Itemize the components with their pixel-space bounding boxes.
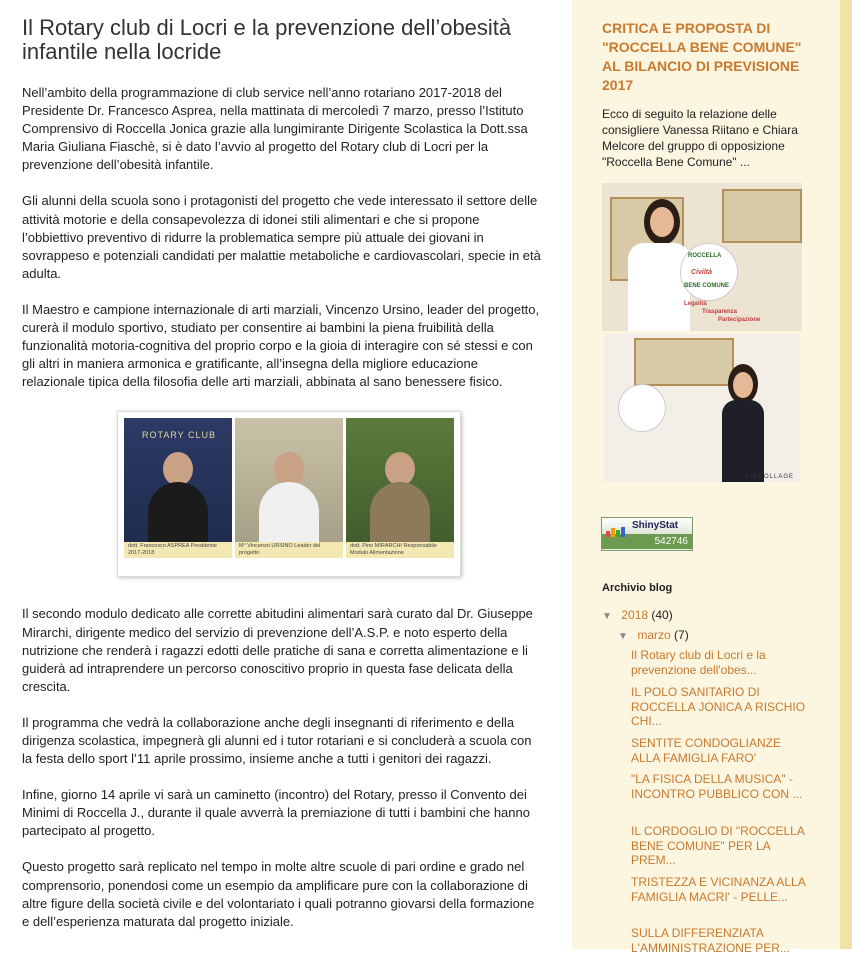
archive-post-link[interactable]: IL POLO SANITARIO DI ROCCELLA JONICA A RISCHIO CHI... bbox=[631, 685, 806, 728]
archive-post-link[interactable]: "LA FISICA DELLA MUSICA" - INCONTRO PUBBLICO CON ... bbox=[631, 772, 803, 801]
post-paragraph: Il secondo modulo dedicato alle corrette abitudini alimentari sarà curato dal Dr. Giuseppe Mirarchi, dirigente medico del servizio di prevenzione dell’A.S.P. e noto esperto della nutrizione che renderà i ragazzi edotti delle pratiche di sana e corretta alimentazione e li guiderà ad intraprendere un percorso conoscitivo proprio in questa fase delicata della crescita. bbox=[22, 606, 533, 694]
visitor-counter[interactable] bbox=[601, 517, 693, 551]
year-link[interactable]: 2018 bbox=[621, 608, 649, 622]
featured-photo-2[interactable] bbox=[604, 334, 800, 482]
month-count: (7) bbox=[674, 628, 689, 642]
post-paragraph: Gli alunni della scuola sono i protagonisti del progetto che vede interessato il settore delle attività motorie e della consapevolezza di idonei stili alimentari e che si propone l’obbiettivo preventivo di ridurre la problematica sempre più attuale dei giovani in sovrappeso e potenziali candidati per malattie metaboliche e cardiovascolari, specie in età adulta. bbox=[22, 193, 541, 281]
archive-post-link[interactable]: SULLA DIFFERENZIATA L'AMMINISTRAZIONE PER... bbox=[631, 926, 790, 955]
archive-title: Archivio blog bbox=[602, 582, 673, 594]
expand-triangle-icon[interactable]: ▼ bbox=[618, 631, 628, 642]
month-link[interactable]: marzo bbox=[637, 628, 671, 642]
post-title[interactable]: Il Rotary club di Locri e la prevenzione dell’obesità infantile nella locride bbox=[22, 15, 512, 64]
post-paragraph: Questo progetto sarà replicato nel tempo in molte altre scuole di pari ordine e grado nel comprensorio, ponendosi come un esempio da amplificare pure con la collaborazione di altre figure della società civile e del volontariato i quali potranno giovarsi della formazione e dell’esperienza maturata dal progetto iniziale. bbox=[22, 859, 535, 929]
archive-post-link[interactable]: SENTITE CONDOGLIANZE ALLA FAMIGLIA FARO' bbox=[631, 736, 782, 765]
photo-caption: M° Vincenzo URSINO Leader del progetto bbox=[235, 542, 343, 558]
page-edge bbox=[840, 0, 852, 949]
piccollage-watermark: PICCOLLAGE bbox=[745, 474, 794, 480]
logo-text: Legalità bbox=[684, 301, 707, 307]
logo-text: ROCCELLA bbox=[688, 253, 722, 259]
featured-post-title[interactable]: CRITICA E PROPOSTA DI "ROCCELLA BENE COMUNE" AL BILANCIO DI PREVISIONE 2017 bbox=[602, 20, 802, 93]
logo-text: Civiltà bbox=[691, 269, 713, 276]
logo-text: BENE COMUNE bbox=[684, 283, 730, 289]
photo-caption: dott. Pino MIRARCHI Responsabile Modulo Alimentazione bbox=[346, 542, 454, 558]
rotary-sign: ROTARY CLUB bbox=[142, 430, 217, 441]
sidebar bbox=[572, 0, 840, 955]
year-count: (40) bbox=[651, 608, 673, 622]
photo-ursino bbox=[235, 418, 343, 558]
archive-post-link[interactable]: IL CORDOGLIO DI "ROCCELLA BENE COMUNE" PER LA PREM... bbox=[631, 824, 805, 867]
photo-mirarchi bbox=[346, 418, 454, 558]
archive-post-link[interactable]: Il Rotary club di Locri e la prevenzione dell'obes... bbox=[631, 648, 766, 677]
post-photo[interactable] bbox=[117, 411, 461, 577]
featured-photo-1[interactable] bbox=[602, 183, 802, 331]
archive-month[interactable] bbox=[618, 628, 689, 642]
archive-post-link[interactable]: TRISTEZZA E VICINANZA ALLA FAMIGLIA MACRI' - PELLE... bbox=[631, 875, 806, 904]
logo-text: Partecipazione bbox=[718, 317, 761, 323]
featured-post-snippet: Ecco di seguito la relazione delle consigliere Vanessa Riitano e Chiara Melcore del gruppo di opposizione "Roccella Bene Comune" ... bbox=[602, 107, 798, 169]
post-paragraph: Il programma che vedrà la collaborazione anche degli insegnanti di riferimento e della dirigenza scolastica, impegnerà gli alunni ed i tutor rotariani e si concluderà a scuola con la festa dello sport l’11 aprile prossimo, insieme anche a tutti i genitori dei ragazzi. bbox=[22, 714, 532, 767]
expand-triangle-icon[interactable]: ▼ bbox=[602, 611, 612, 622]
post-paragraph: Infine, giorno 14 aprile vi sarà un caminetto (incontro) del Rotary, presso il Convento dei Minimi di Roccella J., durante il quale avverrà la premiazione di tutti i bambini che hanno partecipato al progetto. bbox=[22, 787, 530, 839]
post-paragraph: Il Maestro e campione internazionale di arti marziali, Vincenzo Ursino, leader del progetto, curerà il modulo sportivo, studiato per consentire ai bambini la piena fruibilità della funzionalità motoria-cognitiva del proprio corpo e la gioia di interagire con sé stessi e con gli altri in maniera armonica e gratificante, all’insegna della migliore educazione relazionale tipica della filosofia delle arti marziali, abbinata al sano benessere fisico. bbox=[22, 301, 540, 390]
counter-value: 542746 bbox=[602, 534, 692, 549]
post-paragraph: Nell’ambito della programmazione di club service nell’anno rotariano 2017-2018 del Presidente Dr. Francesco Asprea, nella mattinata di mercoledì 7 marzo, presso l’Istituto Comprensivo di Roccella Jonica grazie alla lungimirante Dirigente Scolastica la Dott.ssa Maria Giuliana Fiaschè, si è dato l’avvio al progetto del Rotary club di Locri per la prevenzione dell’obesità infantile. bbox=[22, 85, 528, 173]
counter-brand: ShinyStat bbox=[632, 520, 679, 531]
photo-asprea bbox=[124, 418, 232, 558]
logo-text: Trasparenza bbox=[702, 309, 738, 315]
post-body bbox=[22, 84, 542, 949]
photo-caption: dott. Francesco ASPREA Presidente 2017-2018 bbox=[124, 542, 232, 558]
archive-year[interactable] bbox=[602, 608, 673, 622]
counter-bars-icon bbox=[606, 521, 626, 537]
